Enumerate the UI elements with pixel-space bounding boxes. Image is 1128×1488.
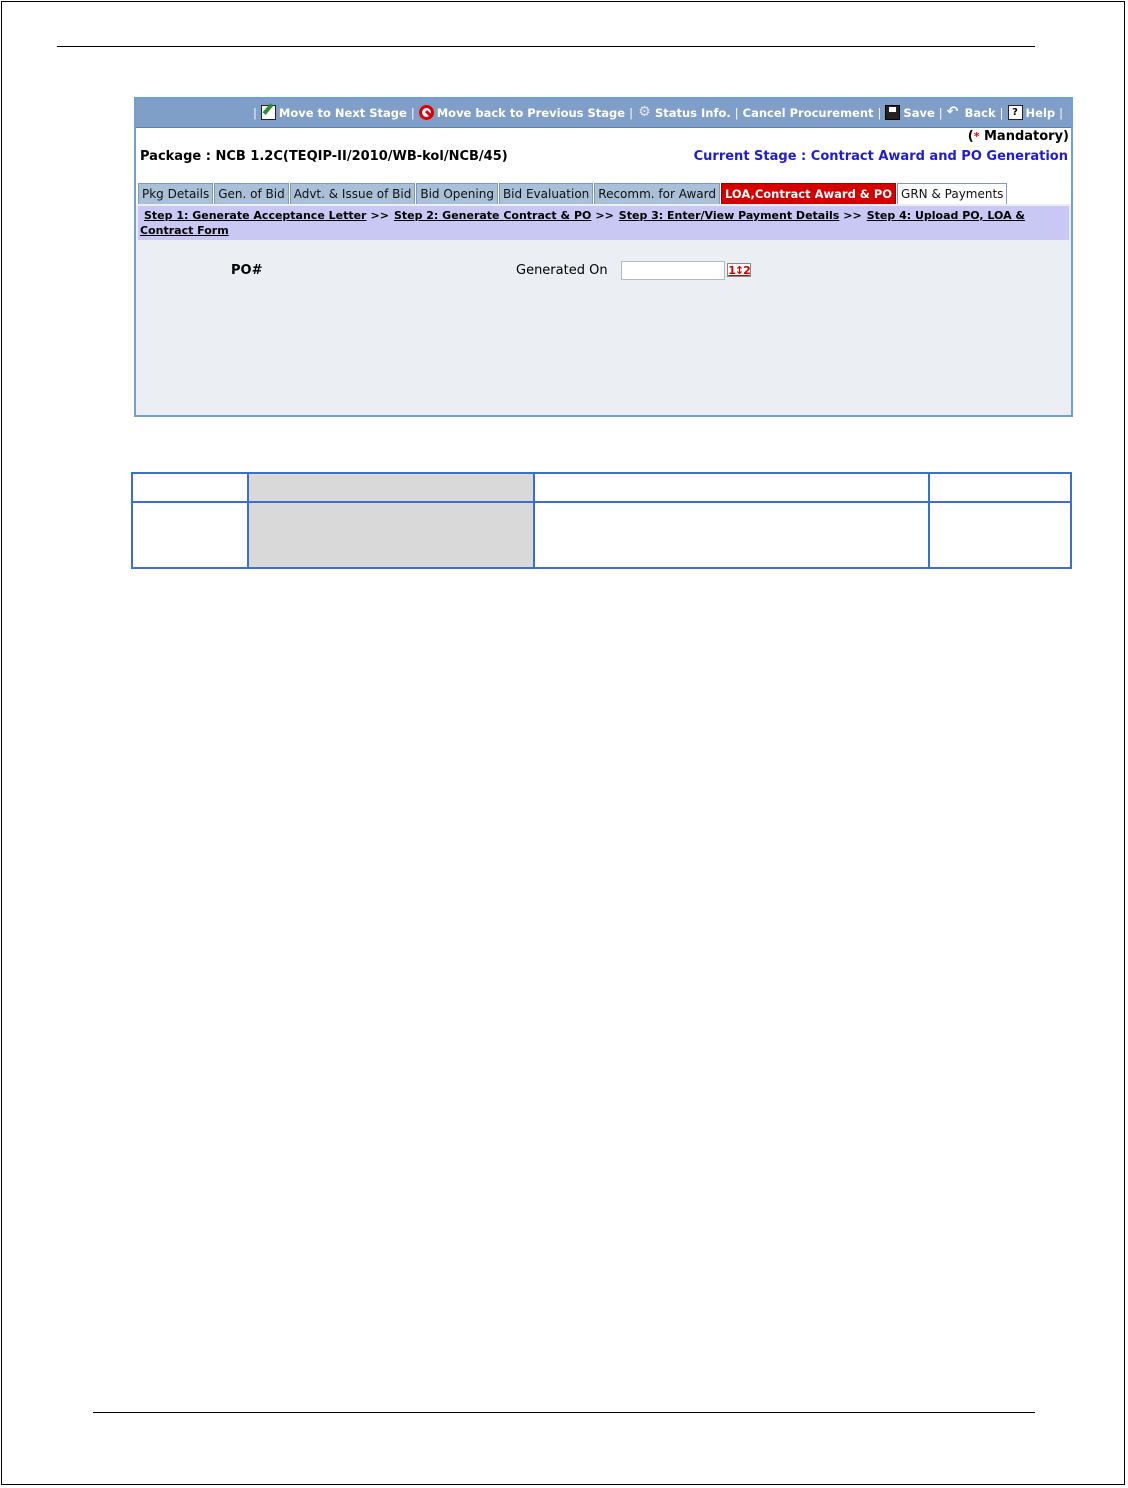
- po-number-label: PO#: [231, 263, 263, 278]
- mandatory-star: *: [973, 130, 980, 143]
- table-cell: [929, 502, 1071, 568]
- calendar-icon[interactable]: 1↕2: [728, 264, 750, 277]
- toolbar-separator: |: [877, 105, 882, 120]
- status-info-label: Status Info.: [654, 105, 731, 120]
- procurement-screenshot: [134, 97, 1073, 417]
- tab-loa-contract-award-po[interactable]: LOA,Contract Award & PO: [721, 183, 896, 204]
- gear-icon: ⚙: [638, 104, 651, 120]
- table-cell-shaded: [248, 502, 534, 568]
- move-previous-stage-label: Move back to Previous Stage: [436, 105, 626, 120]
- mandatory-note: [968, 129, 1069, 144]
- tab-bid-opening[interactable]: Bid Opening: [416, 183, 498, 204]
- back-label: Back: [964, 105, 996, 120]
- step-arrow: >>: [595, 209, 614, 222]
- current-stage-label: Current Stage : Contract Award and PO Generation: [693, 149, 1068, 164]
- package-label: Package : NCB 1.2C(TEQIP-II/2010/WB-kol/NCB/45): [140, 149, 508, 164]
- tab-advt-issue-of-bid[interactable]: Advt. & Issue of Bid: [290, 183, 416, 204]
- toolbar-separator: |: [938, 105, 943, 120]
- tab-strip: [138, 183, 1008, 204]
- tab-bid-evaluation[interactable]: Bid Evaluation: [499, 183, 593, 204]
- mandatory-row: [136, 128, 1071, 146]
- table-cell: [132, 473, 248, 502]
- no-entry-icon: [419, 105, 434, 120]
- help-label: Help: [1025, 105, 1056, 120]
- toolbar-separator: |: [999, 105, 1004, 120]
- header-rule: [57, 46, 1035, 47]
- step-navigation: [138, 206, 1069, 240]
- generated-on-label: Generated On: [516, 263, 608, 278]
- tab-pkg-details[interactable]: Pkg Details: [138, 183, 213, 204]
- move-next-stage-label: Move to Next Stage: [278, 105, 407, 120]
- tab-recomm-for-award[interactable]: Recomm. for Award: [594, 183, 720, 204]
- empty-table: [131, 472, 1072, 569]
- status-info-button[interactable]: [637, 105, 731, 120]
- po-form: [136, 240, 1071, 415]
- step-3-link[interactable]: Step 3: Enter/View Payment Details: [618, 209, 840, 222]
- mandatory-label: Mandatory): [979, 129, 1069, 144]
- cancel-procurement-label: Cancel Procurement: [742, 105, 874, 120]
- undo-arrow-icon: ↶: [946, 104, 959, 120]
- footer-rule: [93, 1412, 1035, 1413]
- table-cell: [929, 473, 1071, 502]
- toolbar-separator: |: [629, 105, 633, 120]
- save-button[interactable]: [885, 105, 934, 120]
- table-cell: [132, 502, 248, 568]
- step-1-link[interactable]: Step 1: Generate Acceptance Letter: [144, 209, 367, 222]
- step-arrow: >>: [370, 209, 389, 222]
- help-icon: ?: [1008, 105, 1023, 120]
- back-button[interactable]: [947, 105, 996, 120]
- toolbar-separator: |: [1059, 105, 1063, 120]
- generated-on-input[interactable]: [621, 261, 725, 280]
- step-4-link[interactable]: Step 4: Upload PO, LOA &: [866, 209, 1026, 222]
- package-row: [136, 146, 1071, 170]
- table-cell: [534, 473, 929, 502]
- step-4-link-continued[interactable]: Contract Form: [140, 224, 229, 237]
- toolbar-separator: |: [410, 105, 415, 120]
- mandatory-open: (: [967, 129, 974, 144]
- step-2-link[interactable]: Step 2: Generate Contract & PO: [393, 209, 592, 222]
- tabs-area: [136, 170, 1071, 204]
- table-row: [132, 473, 1071, 502]
- tab-grn-payments[interactable]: GRN & Payments: [897, 183, 1007, 204]
- toolbar: [136, 99, 1071, 128]
- toolbar-separator: |: [734, 105, 739, 120]
- tab-gen-of-bid[interactable]: Gen. of Bid: [214, 183, 288, 204]
- cancel-procurement-button[interactable]: [743, 106, 874, 120]
- table-cell-shaded: [248, 473, 534, 502]
- help-button[interactable]: [1008, 105, 1056, 120]
- save-label: Save: [903, 105, 935, 120]
- table-row: [132, 502, 1071, 568]
- move-previous-stage-button[interactable]: [419, 105, 625, 120]
- floppy-disk-icon: [885, 105, 900, 120]
- toolbar-separator: |: [253, 105, 257, 120]
- edit-check-icon: [261, 105, 276, 120]
- step-arrow: >>: [843, 209, 862, 222]
- move-next-stage-button[interactable]: [261, 105, 407, 120]
- table-cell: [534, 502, 929, 568]
